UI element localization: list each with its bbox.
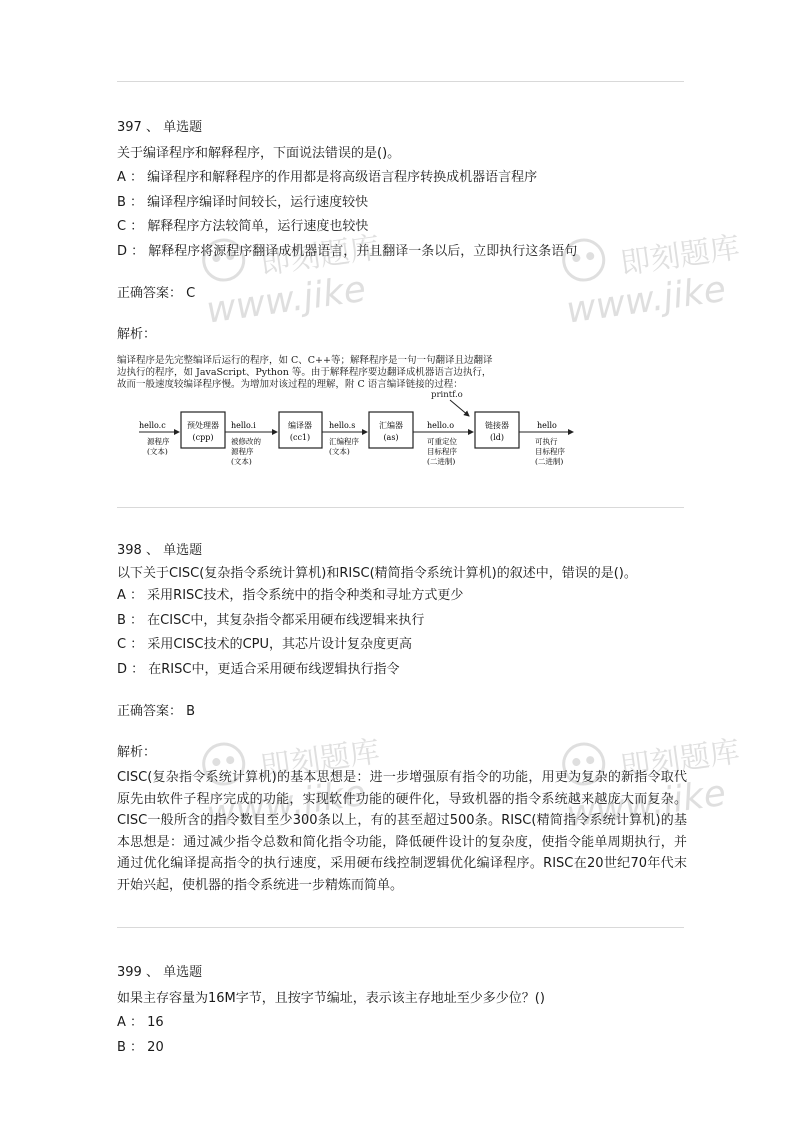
- linker-box: [475, 412, 519, 448]
- q399-stem: 如果主存容量为16M字节，且按字节编址，表示该主存地址至少多少位？(): [117, 991, 545, 1006]
- watermark-url-4: www.jike: [563, 772, 729, 836]
- q397-stem: 关于编译程序和解释程序，下面说法错误的是()。: [117, 146, 401, 161]
- compiler-box: [279, 412, 322, 448]
- q397-option-c: C ： 解释程序方法较简单，运行速度也较快: [117, 219, 369, 234]
- q398-option-b: B ： 在CISC中，其复杂指令都采用硬布线逻辑来执行: [117, 613, 425, 628]
- compile-process-figure: [117, 352, 577, 472]
- q399-number: 399 、 单选题: [117, 965, 203, 980]
- q399-option-a: A ： 16: [117, 1015, 164, 1030]
- label-modified-1: 被修改的: [231, 437, 261, 446]
- q397-analysis-label: 解析：: [117, 327, 157, 342]
- q397-option-a: A ： 编译程序和解释程序的作用都是将高级语言程序转换成机器语言程序: [117, 170, 538, 185]
- q397-option-b: B ： 编译程序编译时间较长，运行速度较快: [117, 195, 369, 210]
- watermark-brand-2: 即刻题库: [618, 230, 742, 282]
- label-exec-3: (二进制): [535, 457, 564, 466]
- q397-option-d: D ： 解释程序将源程序翻译成机器语言，并且翻译一条以后，立即执行这条语句: [117, 244, 578, 259]
- q397-answer: 正确答案： C: [117, 286, 196, 301]
- label-source-2: (文本): [147, 447, 168, 456]
- q398-number: 398 、 单选题: [117, 543, 203, 558]
- file-hello-s: hello.s: [329, 421, 356, 430]
- linker-sub: (ld): [490, 433, 504, 442]
- preprocessor-name: 预处理器: [187, 421, 219, 430]
- label-reloc-3: (二进制): [427, 457, 456, 466]
- watermark-2: [557, 230, 742, 332]
- figure-text-1: 编译程序是先完整编译后运行的程序，如 C、C++等；解释程序是一句一句翻译且边翻译: [117, 355, 493, 366]
- q398-option-d: D ： 在RISC中，更适合采用硬布线逻辑执行指令: [117, 662, 400, 677]
- file-hello-o: hello.o: [427, 421, 455, 430]
- divider-1: [117, 507, 684, 508]
- label-reloc-1: 可重定位: [427, 437, 457, 446]
- file-hello: hello: [537, 421, 557, 430]
- assembler-name: 汇编器: [379, 421, 403, 430]
- q398-analysis-label: 解析：: [117, 745, 157, 760]
- assembler-box: [369, 412, 413, 448]
- q398-option-c: C ： 采用CISC技术的CPU，其芯片设计复杂度更高: [117, 637, 413, 652]
- label-modified-2: 源程序: [231, 447, 254, 456]
- q397-number: 397 、 单选题: [117, 120, 203, 135]
- label-asm-1: 汇编程序: [329, 437, 359, 446]
- preprocessor-box: [181, 412, 225, 448]
- label-modified-3: (文本): [231, 457, 252, 466]
- compile-flow-diagram: [117, 388, 577, 472]
- q398-stem: 以下关于CISC(复杂指令系统计算机)和RISC(精简指令系统计算机)的叙述中，错误的是()。: [117, 566, 637, 581]
- watermark-url-1: www.jike: [203, 268, 369, 332]
- q398-analysis: CISC(复杂指令系统计算机)的基本思想是：进一步增强原有指令的功能，用更为复杂的新指令取代原先由软件子程序完成的功能，实现软件功能的硬件化，导致机器的指令系统越来越庞大而复杂。CISC一般所含的指令数目至少300条以上，有的甚至超过500条。RISC(精简指令系统计算机)的基本思想是：通过减少指令总数和简化指令功能，降低硬件设计的复杂度，使指令能单周期执行，并通过优化编译提高指令的执行速度，采用硬布线控制逻辑优化编译程序。RISC在20世纪70年代末开始兴起，使机器的指令系统进一步精炼而简单。: [117, 770, 687, 893]
- file-hello-i: hello.i: [231, 421, 256, 430]
- divider-top: [117, 81, 684, 82]
- label-source-1: 源程序: [147, 437, 170, 446]
- label-exec-2: 目标程序: [535, 447, 565, 456]
- watermark-brand-1: 即刻题库: [258, 230, 382, 282]
- printf-file-label: printf.o: [431, 390, 463, 400]
- q398-answer: 正确答案： B: [117, 704, 196, 719]
- watermark-url-3: www.jike: [203, 772, 369, 836]
- compiler-name: 编译器: [288, 421, 312, 430]
- divider-2: [117, 927, 684, 928]
- q398-option-a: A ： 采用RISC技术，指令系统中的指令种类和寻址方式更少: [117, 588, 464, 603]
- watermark-brand-4: 即刻题库: [618, 734, 742, 786]
- q399-option-b: B ： 20: [117, 1040, 164, 1055]
- preprocessor-sub: (cpp): [192, 433, 214, 442]
- assembler-sub: (as): [383, 433, 399, 442]
- label-reloc-2: 目标程序: [427, 447, 457, 456]
- label-asm-2: (文本): [329, 447, 350, 456]
- file-hello-c: hello.c: [139, 421, 166, 430]
- compiler-sub: (cc1): [289, 433, 311, 442]
- watermark-url-2: www.jike: [563, 268, 729, 332]
- figure-text-3: 故而一般速度较编译程序慢。为增加对该过程的理解，附 C 语言编译链接的过程：: [117, 379, 463, 390]
- watermark-brand-3: 即刻题库: [258, 734, 382, 786]
- watermark-1: [197, 230, 382, 332]
- linker-name: 链接器: [485, 421, 509, 430]
- figure-text-2: 边执行的程序，如 JavaScript、Python 等。由于解释程序要边翻译成机器语言边执行，: [117, 367, 492, 378]
- label-exec-1: 可执行: [535, 437, 558, 446]
